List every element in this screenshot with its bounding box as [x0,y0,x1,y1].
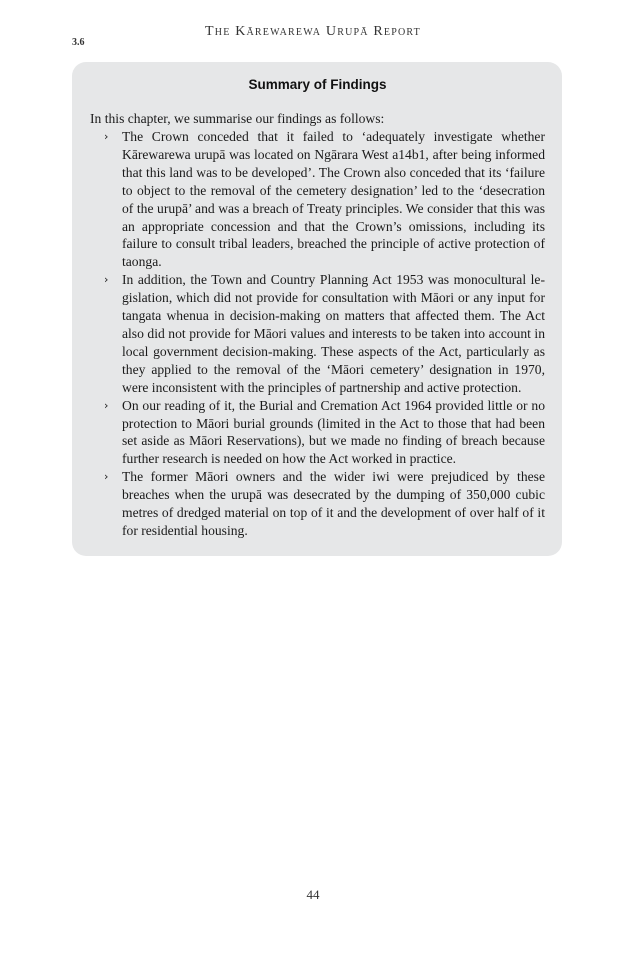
finding-item [102,397,545,469]
finding-text: On our reading of it, the Burial and Cremation Act 1964 provided little or no protection to Māori burial grounds (limited in the Act to those that had been set aside as Māori Reservations), but we made no finding of breach because further research is needed on how the Act worked in practice. [122,397,545,467]
section-number: 3.6 [72,37,85,48]
chevron-bullet-icon: › [104,273,109,287]
findings-list [90,128,545,540]
summary-title: Summary of Findings [248,77,387,92]
finding-text: In addition, the Town and Country Planning Act 1953 was monocultural legislation, which did not provide for consultation with Māori or any input for tangata whenua in decision-making on matters that affected them. The Act also did not provide for Māori values and interests to be taken into account in local government decision-making. These aspects of the Act, particularly as they applied to the removal of the ‘Māori cemetery’ designation in 1970, were inconsistent with the principles of partnership and active protection. [122,272,545,395]
running-header-title: The Kārewarewa Urupā Report [205,24,421,39]
finding-item [102,128,545,271]
finding-text: The former Māori owners and the wider iwi were prejudiced by these breaches when the urupā was desecrated by the dumping of 350,000 cubic metres of dredged material on top of it and the development of over half of it for residential housing. [122,469,545,538]
chevron-bullet-icon: › [104,470,109,484]
finding-item [102,468,545,540]
page-number: 44 [306,887,320,902]
summary-intro: In this chapter, we summarise our findings as follows: [90,111,385,126]
summary-of-findings-box [72,62,562,556]
chevron-bullet-icon: › [104,398,109,412]
finding-item [102,271,545,396]
chevron-bullet-icon: › [104,130,109,143]
finding-text: The Crown conceded that it failed to ‘adequately investigate whether Kārewarewa urupā was located on Ngārara West a14b1, after being informed that this land was to be developed’. The Crown also conceded that its ‘failure to object to the removal of the cemetery designation’ led to the ‘desecration of the urupā’ and was a breach of Treaty principles. We consider that this was an appropriate concession and that the Crown’s omissions, including its failure to consult tribal leaders, breached the principle of active protection of taonga. [122,129,545,270]
